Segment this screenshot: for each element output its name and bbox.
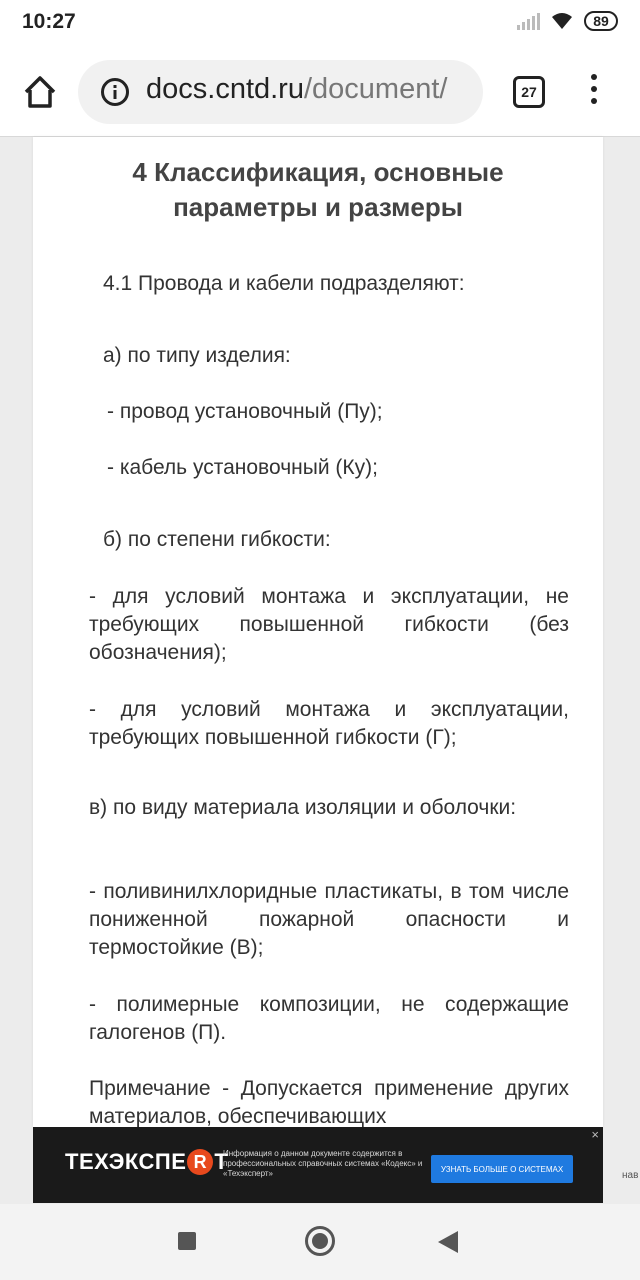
home-circle-icon[interactable] [305,1226,335,1256]
heading-line-1: 4 Классификация, основные [132,157,504,187]
logo-mark: R [187,1149,213,1175]
logo-text-start: ТЕХЭКСПЕ [65,1149,187,1174]
url-host: docs.cntd.ru [146,73,304,105]
paragraph-b2: - для условий монтажа и эксплуатации, требующих повышенной гибкости (Г); [89,698,569,749]
paragraph-b1: - для условий монтажа и эксплуатации, не требующих повышенной гибкости (без обозначения); [89,585,569,664]
paragraph-v1: - поливинилхлоридные пластикаты, в том числе пониженной пожарной опасности и термостойкие (В); [89,880,569,959]
url-text [146,73,447,106]
info-icon[interactable] [100,77,130,107]
recents-icon[interactable] [178,1232,196,1250]
tabs-icon[interactable] [513,76,545,108]
section-heading [33,155,603,225]
heading-line-2: параметры и размеры [173,192,463,222]
document-page [33,137,603,1127]
techexpert-banner[interactable] [33,1127,603,1203]
status-bar [0,0,640,48]
system-nav-bar [0,1204,640,1280]
paragraph-a1: - провод установочный (Пу); [107,400,383,423]
close-icon[interactable]: × [591,1127,599,1142]
menu-icon[interactable] [586,74,602,110]
home-icon[interactable] [20,72,60,112]
wifi-icon [550,12,574,30]
clock: 10:27 [22,10,76,33]
browser-toolbar [0,48,640,137]
tab-count: 27 [521,84,537,100]
paragraph-v2: - полимерные композиции, не содержащие галогенов (П). [89,993,569,1044]
paragraph-v: в) по виду материала изоляции и оболочки: [89,796,517,819]
side-text-fragment: нав [622,1170,639,1181]
paragraph-4-1: 4.1 Провода и кабели подразделяют: [103,272,465,295]
paragraph-note: Примечание - Допускается применение других материалов, обеспечивающих [89,1077,569,1127]
learn-more-button[interactable]: УЗНАТЬ БОЛЬШЕ О СИСТЕМАХ [431,1155,573,1183]
battery-level: 89 [593,13,609,29]
battery-icon [584,11,618,31]
paragraph-b: б) по степени гибкости: [103,528,331,551]
address-bar[interactable] [78,60,483,124]
back-icon[interactable] [438,1231,458,1253]
banner-text: Информация о данном документе содержится в профессиональных справочных системах «Кодекс» и «Техэксперт» [223,1149,423,1178]
paragraph-a: а) по типу изделия: [103,344,291,367]
url-path: /document/ [303,73,448,105]
techexpert-logo [65,1149,228,1175]
signal-icon [517,12,540,30]
logo-text-end: Т [214,1149,229,1174]
paragraph-a2: - кабель установочный (Ку); [107,456,378,479]
